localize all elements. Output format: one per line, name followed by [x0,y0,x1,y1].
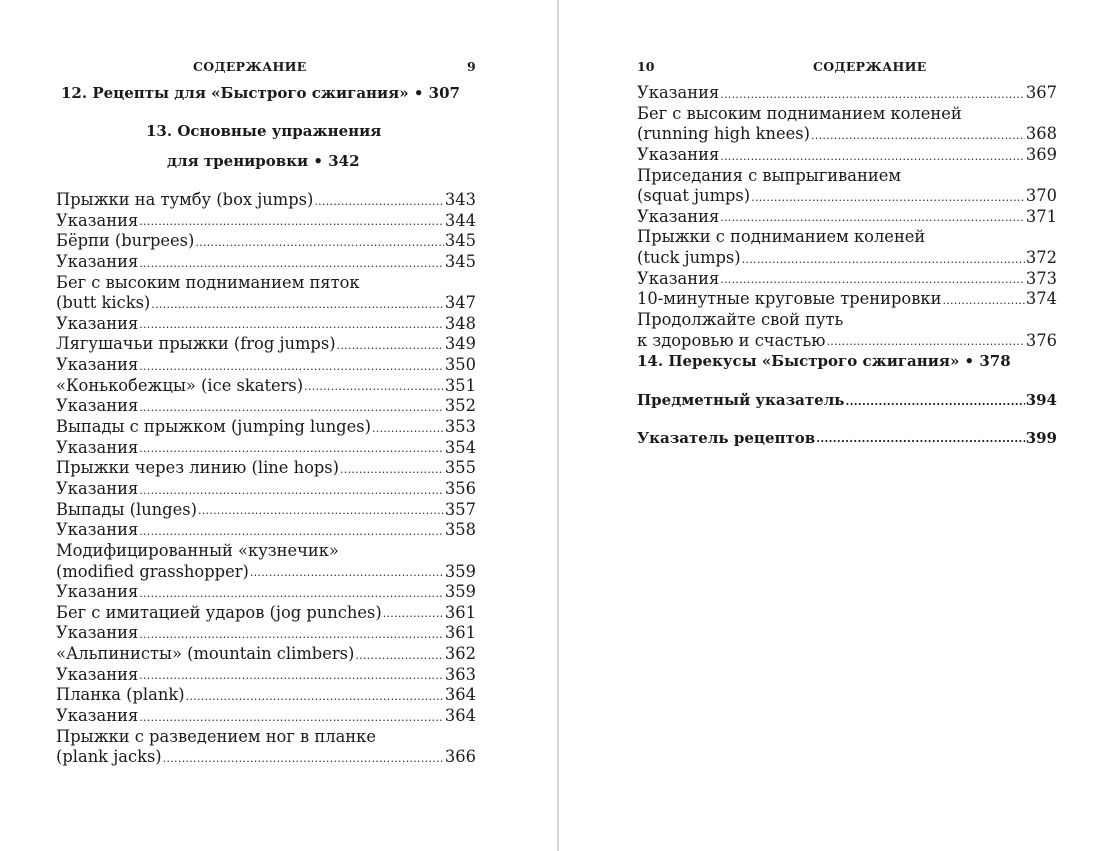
dot-leader [742,248,1025,269]
toc-entry-title: (tuck jumps) [637,248,741,268]
toc-entry-page: 371 [1025,206,1057,226]
toc-entry-title: Приседания с выпрыгиванием [637,165,902,185]
chapter-12-heading: 12. Рецепты для «Быстрого сжигания» • 307 [61,84,460,102]
toc-entry-title: Указания [56,210,139,230]
toc-entry [637,104,1057,125]
toc-entry [637,227,1057,248]
toc-entry-page: 359 [444,582,476,602]
left-page [0,0,557,851]
toc-entry [56,479,476,500]
dot-leader [720,83,1025,104]
toc-entry-page: 345 [444,231,476,251]
toc-entry-title: Указания [56,706,139,726]
toc-entry-title: Прыжки через линию (line hops) [56,458,339,478]
dot-leader [811,124,1025,145]
toc-entry-page: 362 [444,644,476,664]
toc-entry-title: Указания [56,355,139,375]
toc-entry-page: 399 [1025,428,1057,447]
dot-leader [139,623,444,644]
toc-entry [56,706,476,727]
dot-leader [816,428,1024,449]
toc-entry-page: 368 [1025,124,1057,144]
toc-entry [637,390,1057,411]
toc-entry-page: 353 [444,417,476,437]
toc-entry-title: (butt kicks) [56,293,151,313]
dot-leader [139,314,444,335]
toc-entry-page: 364 [444,685,476,705]
toc-entry [56,314,476,335]
toc-entry-title: Планка (plank) [56,685,185,705]
dot-leader [314,190,444,211]
toc-entry-title: Указания [637,83,720,102]
right-index-list [637,390,1057,448]
toc-entry-page: 345 [444,251,476,271]
dot-leader [198,500,444,521]
toc-entry [56,685,476,706]
toc-entry [56,355,476,376]
right-toc-list [637,83,1057,351]
chapter-13-heading-line1: 13. Основные упражнения [146,122,382,140]
toc-entry-title: 10-минутные круговые тренировки [637,289,942,309]
toc-entry [56,458,476,479]
toc-entry [56,190,476,211]
toc-entry [637,269,1057,290]
toc-entry-page: 344 [444,210,476,230]
toc-entry-page: 373 [1025,268,1057,288]
toc-entry-title: Указатель рецептов [637,428,816,447]
toc-entry [56,644,476,665]
toc-entry-page: 376 [1025,330,1057,350]
toc-entry [56,334,476,355]
toc-entry-page: 370 [1025,186,1057,206]
toc-entry-title: (squat jumps) [637,186,751,206]
toc-entry-page: 361 [444,602,476,622]
toc-entry [637,166,1057,187]
dot-leader [139,706,444,727]
toc-entry-title: Продолжайте свой путь [637,310,844,330]
toc-entry-title: (running high knees) [637,124,810,144]
toc-entry [56,293,476,314]
dot-leader [139,582,444,603]
dot-leader [845,390,1024,411]
left-page-number: 9 [467,59,476,74]
toc-entry-title: Указания [56,251,139,271]
dot-leader [355,644,444,665]
toc-entry [637,310,1057,331]
toc-entry-title: Указания [56,478,139,498]
toc-entry-page: 348 [444,313,476,333]
toc-entry [56,603,476,624]
toc-entry [637,428,1057,449]
toc-entry-title: «Альпинисты» (mountain climbers) [56,644,355,664]
toc-entry-title: Лягушачьи прыжки (frog jumps) [56,334,336,354]
dot-leader [139,211,444,232]
toc-entry-page: 343 [444,190,476,209]
toc-entry [56,541,476,562]
dot-leader [372,417,444,438]
chapter-13-heading-line2: для тренировки • 342 [167,152,360,170]
toc-entry-title: к здоровью и счастью [637,330,826,350]
toc-entry-title: Указания [56,437,139,457]
dot-leader [195,231,444,252]
toc-entry-page: 352 [444,396,476,416]
toc-entry-title: Указания [56,582,139,602]
toc-entry-title: Указания [637,206,720,226]
toc-entry [56,417,476,438]
toc-entry [56,211,476,232]
toc-entry-title: Указания [637,144,720,164]
toc-entry-title: Прыжки с разведением ног в планке [56,726,376,746]
toc-entry [56,438,476,459]
toc-entry-title: Выпады с прыжком (jumping lunges) [56,417,371,437]
dot-leader [163,747,444,768]
toc-entry-title: Указания [56,664,139,684]
toc-entry [56,520,476,541]
toc-entry [56,747,476,768]
toc-entry [56,562,476,583]
toc-entry-title: Бёрпи (burpees) [56,231,195,251]
toc-entry [56,500,476,521]
dot-leader [720,207,1025,228]
left-toc-list [56,190,476,768]
dot-leader [139,520,444,541]
toc-entry-title: Указания [637,268,720,288]
toc-entry-page: 369 [1025,144,1057,164]
right-header-title: СОДЕРЖАНИЕ [813,59,927,74]
toc-entry-title: Указания [56,313,139,333]
toc-entry-page: 350 [444,355,476,375]
toc-entry-page: 374 [1025,289,1057,309]
toc-entry-title: Указания [56,396,139,416]
dot-leader [383,603,444,624]
right-page-number: 10 [637,59,655,74]
toc-entry-title: Бег с высоким подниманием пяток [56,272,360,292]
toc-entry-page: 394 [1025,391,1057,409]
toc-entry [56,727,476,748]
toc-entry-page: 356 [444,478,476,498]
dot-leader [139,438,444,459]
toc-entry-page: 358 [444,520,476,540]
toc-entry-page: 364 [444,706,476,726]
dot-leader [720,145,1025,166]
toc-entry [637,186,1057,207]
dot-leader [139,355,444,376]
toc-entry-title: Прыжки на тумбу (box jumps) [56,190,314,209]
toc-entry [56,396,476,417]
toc-entry-title: (modified grasshopper) [56,561,249,581]
toc-entry [56,376,476,397]
toc-entry-page: 347 [444,293,476,313]
toc-entry [637,331,1057,352]
toc-entry [637,124,1057,145]
toc-entry [56,665,476,686]
toc-entry-title: Бег с высоким подниманием коленей [637,103,962,123]
toc-entry [637,207,1057,228]
toc-entry-page: 357 [444,499,476,519]
toc-entry-page: 359 [444,561,476,581]
dot-leader [337,334,444,355]
dot-leader [186,685,444,706]
dot-leader [942,289,1024,310]
toc-entry-page: 361 [444,623,476,643]
chapter-14-heading: 14. Перекусы «Быстрого сжигания» • 378 [637,352,1011,370]
toc-entry-title: Прыжки с подниманием коленей [637,227,926,247]
dot-leader [340,458,444,479]
toc-entry [637,289,1057,310]
dot-leader [139,479,444,500]
toc-entry-page: 363 [444,664,476,684]
toc-entry [637,83,1057,104]
toc-entry-page: 367 [1025,83,1057,102]
dot-leader [139,252,444,273]
toc-entry [637,145,1057,166]
toc-entry-page: 351 [444,375,476,395]
dot-leader [826,331,1024,352]
toc-entry-title: Предметный указатель [637,391,845,409]
toc-entry-title: Модифицированный «кузнечик» [56,540,339,560]
toc-entry [637,248,1057,269]
toc-entry [56,623,476,644]
toc-entry [56,582,476,603]
toc-entry-title: Указания [56,623,139,643]
dot-leader [304,376,444,397]
dot-leader [151,293,444,314]
toc-entry [56,273,476,294]
toc-entry-title: (plank jacks) [56,747,162,767]
dot-leader [250,562,444,583]
dot-leader [751,186,1025,207]
toc-entry-page: 355 [444,458,476,478]
toc-entry-title: «Конькобежцы» (ice skaters) [56,375,304,395]
dot-leader [720,269,1025,290]
toc-entry-title: Бег с имитацией ударов (jog punches) [56,602,382,622]
toc-entry-title: Указания [56,520,139,540]
toc-entry-page: 349 [444,334,476,354]
toc-entry-page: 366 [444,747,476,767]
dot-leader [139,665,444,686]
toc-entry [56,231,476,252]
dot-leader [139,396,444,417]
toc-entry-page: 354 [444,437,476,457]
toc-entry-page: 372 [1025,248,1057,268]
left-header-title: СОДЕРЖАНИЕ [193,59,307,74]
toc-entry [56,252,476,273]
right-page [559,0,1119,851]
toc-entry-title: Выпады (lunges) [56,499,197,519]
